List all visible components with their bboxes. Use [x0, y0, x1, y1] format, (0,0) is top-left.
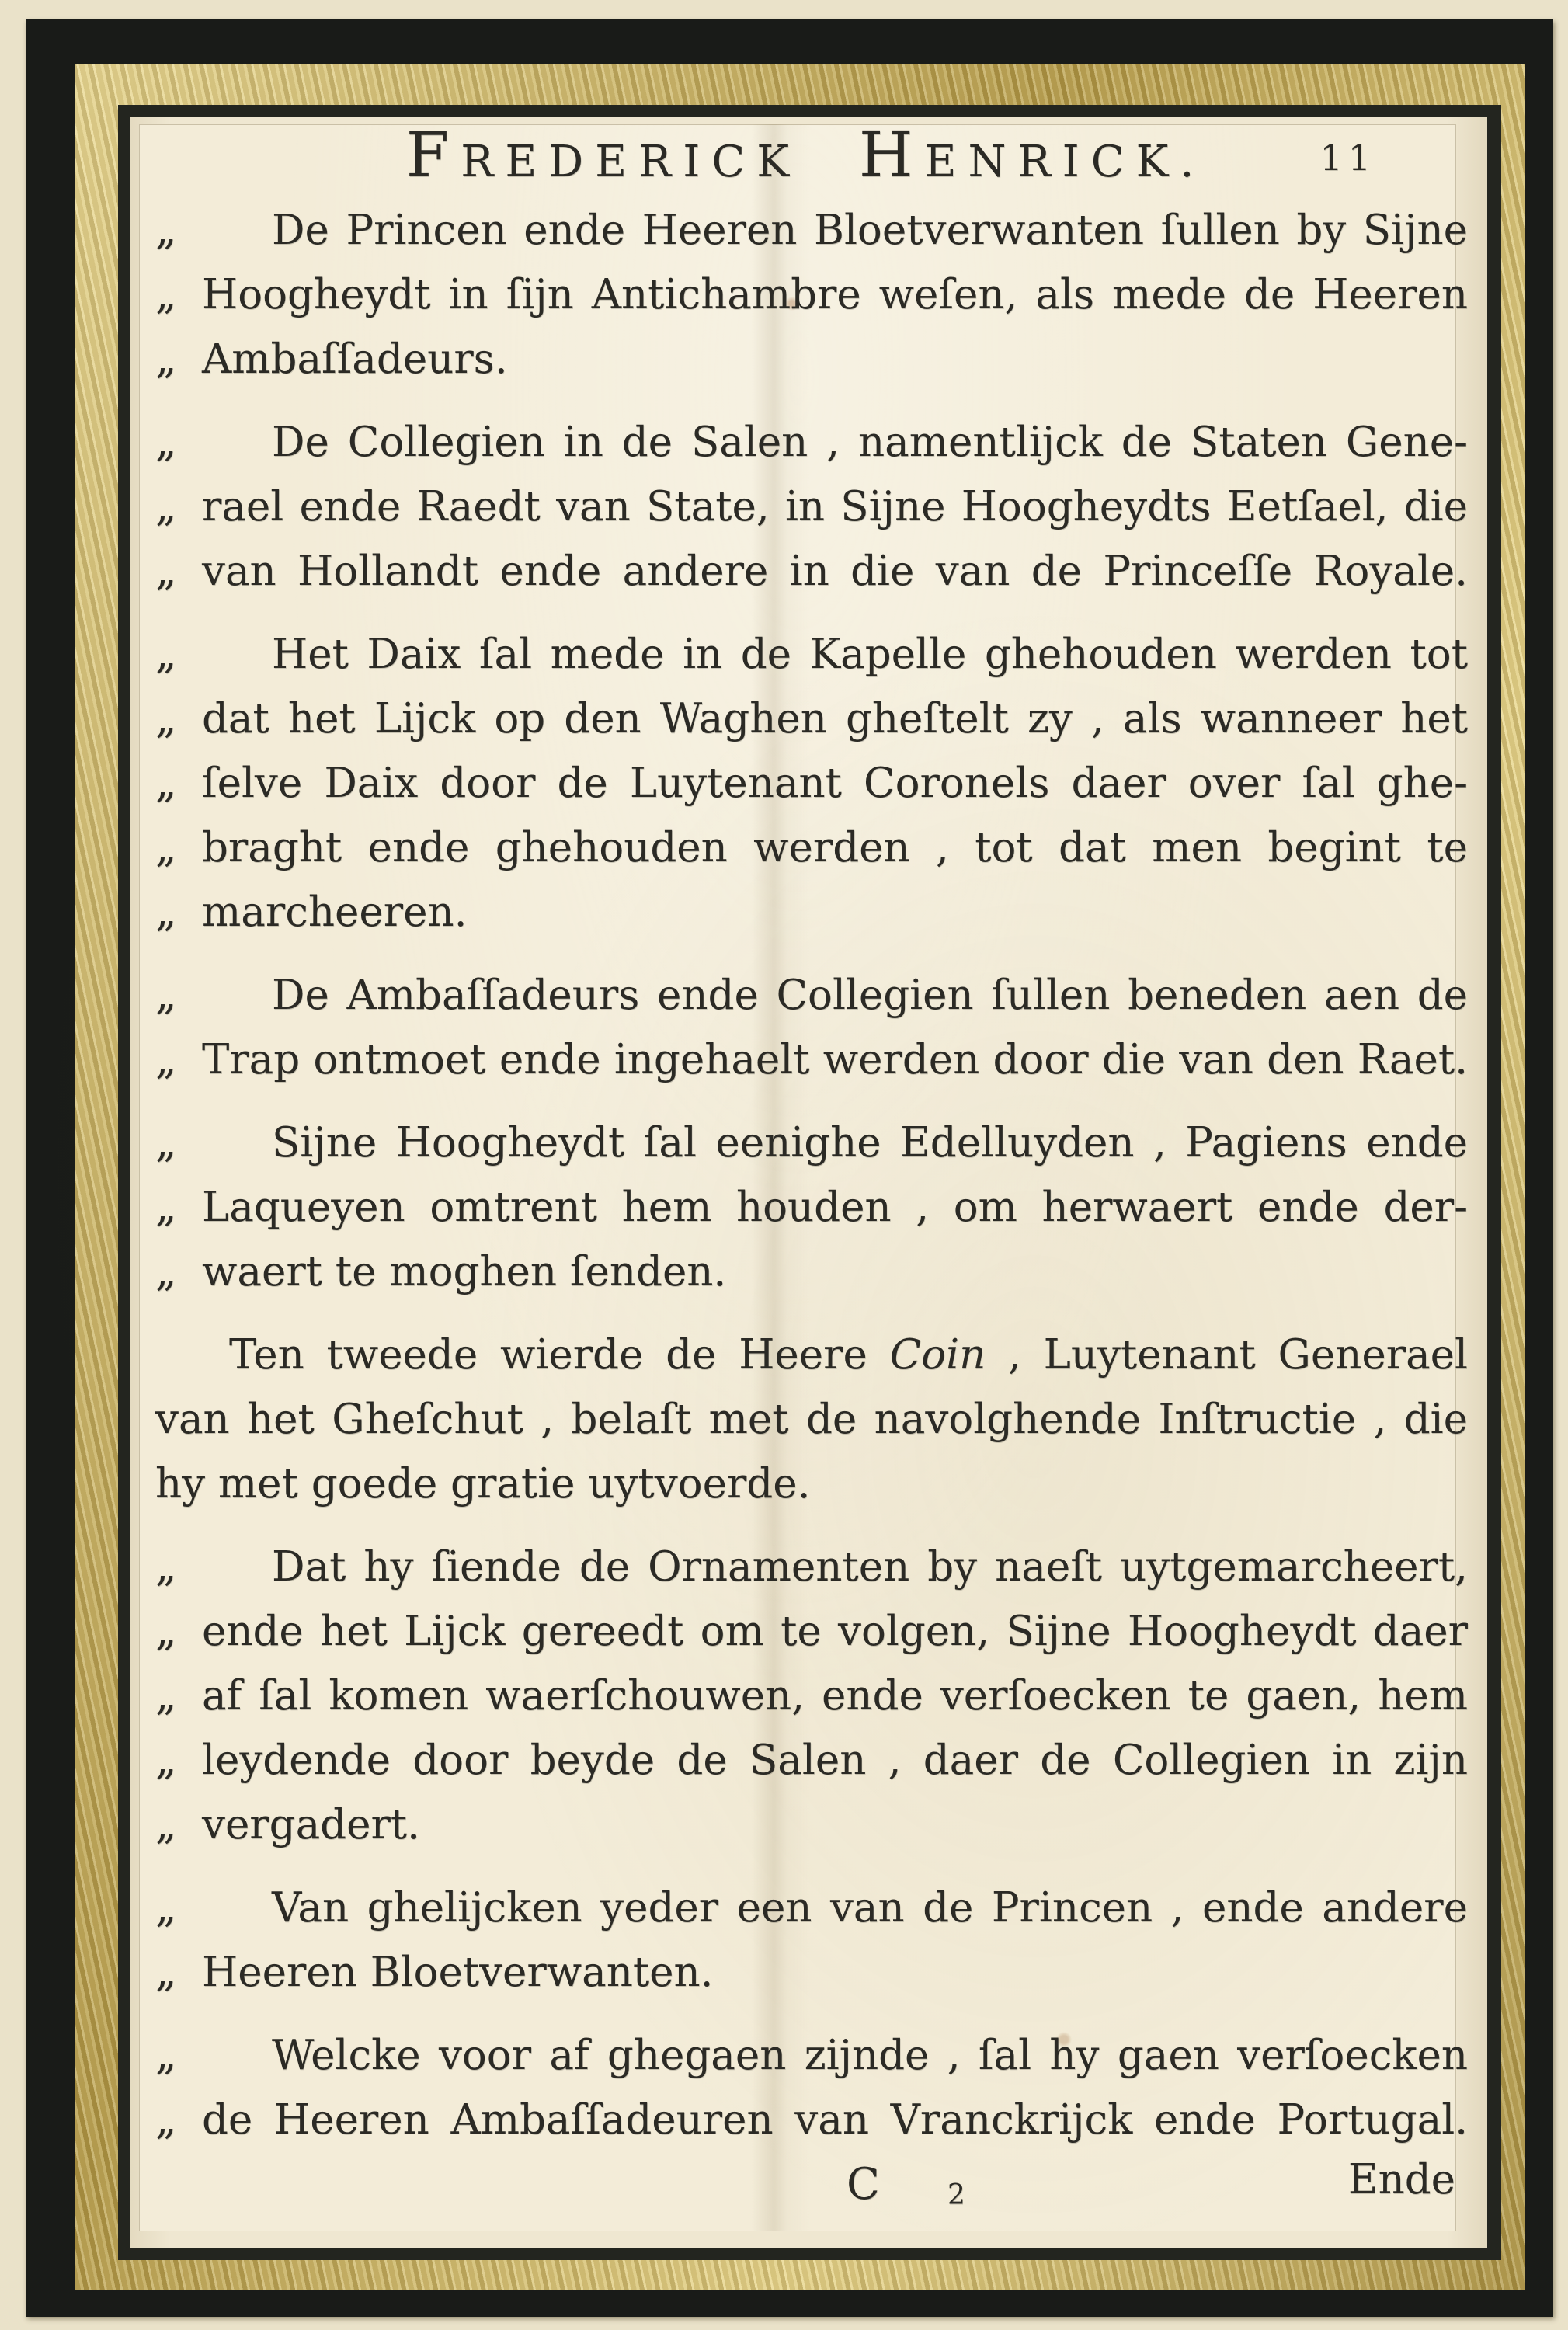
- line-text: waert te moghen ſenden.: [202, 1248, 727, 1295]
- signature-mark: C: [847, 2159, 880, 2210]
- quote-mark: „: [155, 1737, 177, 1784]
- italic-name: Coin: [889, 1331, 986, 1379]
- line-text: Heeren Bloetverwanten.: [202, 1949, 714, 1996]
- paragraph: [144, 1323, 1468, 1516]
- text-line: [144, 1664, 1468, 1728]
- text-line: [144, 1728, 1468, 1793]
- paragraph: [144, 1111, 1468, 1304]
- quote-mark: „: [155, 695, 177, 742]
- line-text: De Collegien in de Salen , namentlijck de Staten Gene-: [272, 419, 1468, 466]
- quote-mark: „: [155, 2096, 177, 2144]
- title-initial: H: [858, 119, 925, 191]
- line-text: Het Daix ſal mede in de Kapelle ghehouden werden tot: [272, 631, 1468, 678]
- text-line: [144, 1387, 1468, 1452]
- line-text: vergadert.: [202, 1801, 420, 1848]
- line-text: rael ende Raedt van State, in Sijne Hoogheydts Eetſael, die: [202, 483, 1468, 530]
- paragraph: [144, 2023, 1468, 2152]
- line-text: van het Gheſchut , belaſt met de navolghende Inſtructie , die: [155, 1396, 1468, 1443]
- text-line: [144, 1876, 1468, 1940]
- quote-mark: „: [155, 760, 177, 807]
- line-text: hy met goede gratie uytvoerde.: [155, 1460, 811, 1508]
- quote-mark: „: [155, 419, 177, 466]
- text-column: [144, 116, 1468, 2217]
- text-line: [144, 1240, 1468, 1304]
- quote-mark: „: [155, 972, 177, 1019]
- quote-mark: „: [155, 207, 177, 254]
- catchword: Ende: [1347, 2156, 1455, 2203]
- text-line: [144, 475, 1468, 539]
- text-line: [144, 1452, 1468, 1516]
- line-text: De Princen ende Heeren Bloetverwanten ſullen by Sijne: [272, 207, 1468, 254]
- quote-mark: „: [155, 2032, 177, 2079]
- paragraph: [144, 622, 1468, 944]
- quote-mark: „: [155, 548, 177, 595]
- text-line: [144, 687, 1468, 751]
- page-number: 11: [1319, 137, 1376, 179]
- text-line: [144, 1175, 1468, 1240]
- quote-mark: „: [155, 271, 177, 318]
- line-text: , Luytenant Generael: [986, 1331, 1468, 1379]
- quote-mark: „: [155, 1119, 177, 1167]
- line-text: Laqueyen omtrent hem houden , om herwaert ende der-: [202, 1184, 1468, 1231]
- text-line: [144, 1535, 1468, 1599]
- paragraph: [144, 410, 1468, 603]
- running-header: [144, 116, 1468, 198]
- line-text: de Heeren Ambaſſadeuren van Vranckrijck ende Portugal.: [202, 2096, 1468, 2144]
- quote-mark: „: [155, 1801, 177, 1848]
- quote-mark: „: [155, 336, 177, 383]
- text-line: [144, 1793, 1468, 1857]
- text-line: [144, 1028, 1468, 1092]
- line-text: Welcke voor af ghegaen zijnde , ſal hy gaen verſoecken: [272, 2032, 1468, 2079]
- text-line: [144, 816, 1468, 880]
- quote-mark: „: [155, 1248, 177, 1295]
- title-text: ENRICK.: [924, 137, 1206, 187]
- quote-mark: „: [155, 631, 177, 678]
- text-line: [144, 198, 1468, 263]
- line-text: leydende door beyde de Salen , daer de Collegien in zijn: [202, 1737, 1468, 1784]
- line-text: ſelve Daix door de Luytenant Coronels daer over ſal ghe-: [202, 760, 1468, 807]
- quote-mark: „: [155, 1184, 177, 1231]
- paragraph: [144, 1535, 1468, 1857]
- line-text: Dat hy ſiende de Ornamenten by naeſt uytgemarcheert,: [272, 1543, 1468, 1591]
- quote-mark: „: [155, 889, 177, 936]
- text-line: [144, 1323, 1468, 1387]
- line-text: dat het Lijck op den Waghen gheſtelt zy , als wanneer het: [202, 695, 1468, 742]
- quote-mark: „: [155, 824, 177, 871]
- line-text: ende het Lijck gereedt om te volgen, Sijne Hoogheydt daer: [202, 1608, 1468, 1655]
- text-line: [144, 880, 1468, 944]
- paragraph: [144, 198, 1468, 391]
- line-text: braght ende ghehouden werden , tot dat men begint te: [202, 824, 1468, 871]
- text-line: [144, 622, 1468, 687]
- text-line: [144, 1111, 1468, 1175]
- line-text: Trap ontmoet ende ingehaelt werden door die van den Raet.: [202, 1036, 1468, 1083]
- line-text: De Ambaſſadeurs ende Collegien ſullen beneden aen de: [272, 972, 1468, 1019]
- line-text: Ten tweede wierde de Heere: [229, 1331, 890, 1379]
- text-line: [144, 539, 1468, 603]
- paragraph: [144, 963, 1468, 1092]
- quote-mark: „: [155, 1036, 177, 1083]
- quote-mark: „: [155, 1608, 177, 1655]
- text-line: [144, 963, 1468, 1028]
- title-text: REDERICK: [461, 137, 801, 187]
- text-line: [144, 263, 1468, 327]
- quote-mark: „: [155, 483, 177, 530]
- paragraph: [144, 1876, 1468, 2005]
- quote-mark: „: [155, 1949, 177, 1996]
- line-text: Sijne Hoogheydt ſal eenighe Edelluyden , Pagiens ende: [272, 1119, 1468, 1167]
- text-line: [144, 410, 1468, 475]
- text-line: [144, 1940, 1468, 2005]
- title-space: [801, 137, 859, 187]
- text-line: [144, 751, 1468, 816]
- line-text: Ambaſſadeurs.: [202, 336, 508, 383]
- line-text: Van ghelijcken yeder een van de Princen , ende andere: [272, 1884, 1468, 1932]
- text-line: [144, 1599, 1468, 1664]
- line-text: Hoogheydt in ſijn Antichambre weſen, als mede de Heeren: [202, 271, 1468, 318]
- line-text: marcheeren.: [202, 889, 468, 936]
- page-footer: [144, 2152, 1468, 2217]
- title-initial: F: [405, 119, 461, 191]
- signature-number: 2: [947, 2179, 965, 2211]
- text-line: [144, 2088, 1468, 2152]
- text-line: [144, 2023, 1468, 2088]
- quote-mark: „: [155, 1543, 177, 1591]
- page-title: [406, 116, 1206, 202]
- quote-mark: „: [155, 1884, 177, 1932]
- text-line: [144, 327, 1468, 391]
- line-text: van Hollandt ende andere in die van de Princeſſe Royale.: [202, 548, 1468, 595]
- quote-mark: „: [155, 1672, 177, 1720]
- line-text: af ſal komen waerſchouwen, ende verſoecken te gaen, hem: [202, 1672, 1468, 1720]
